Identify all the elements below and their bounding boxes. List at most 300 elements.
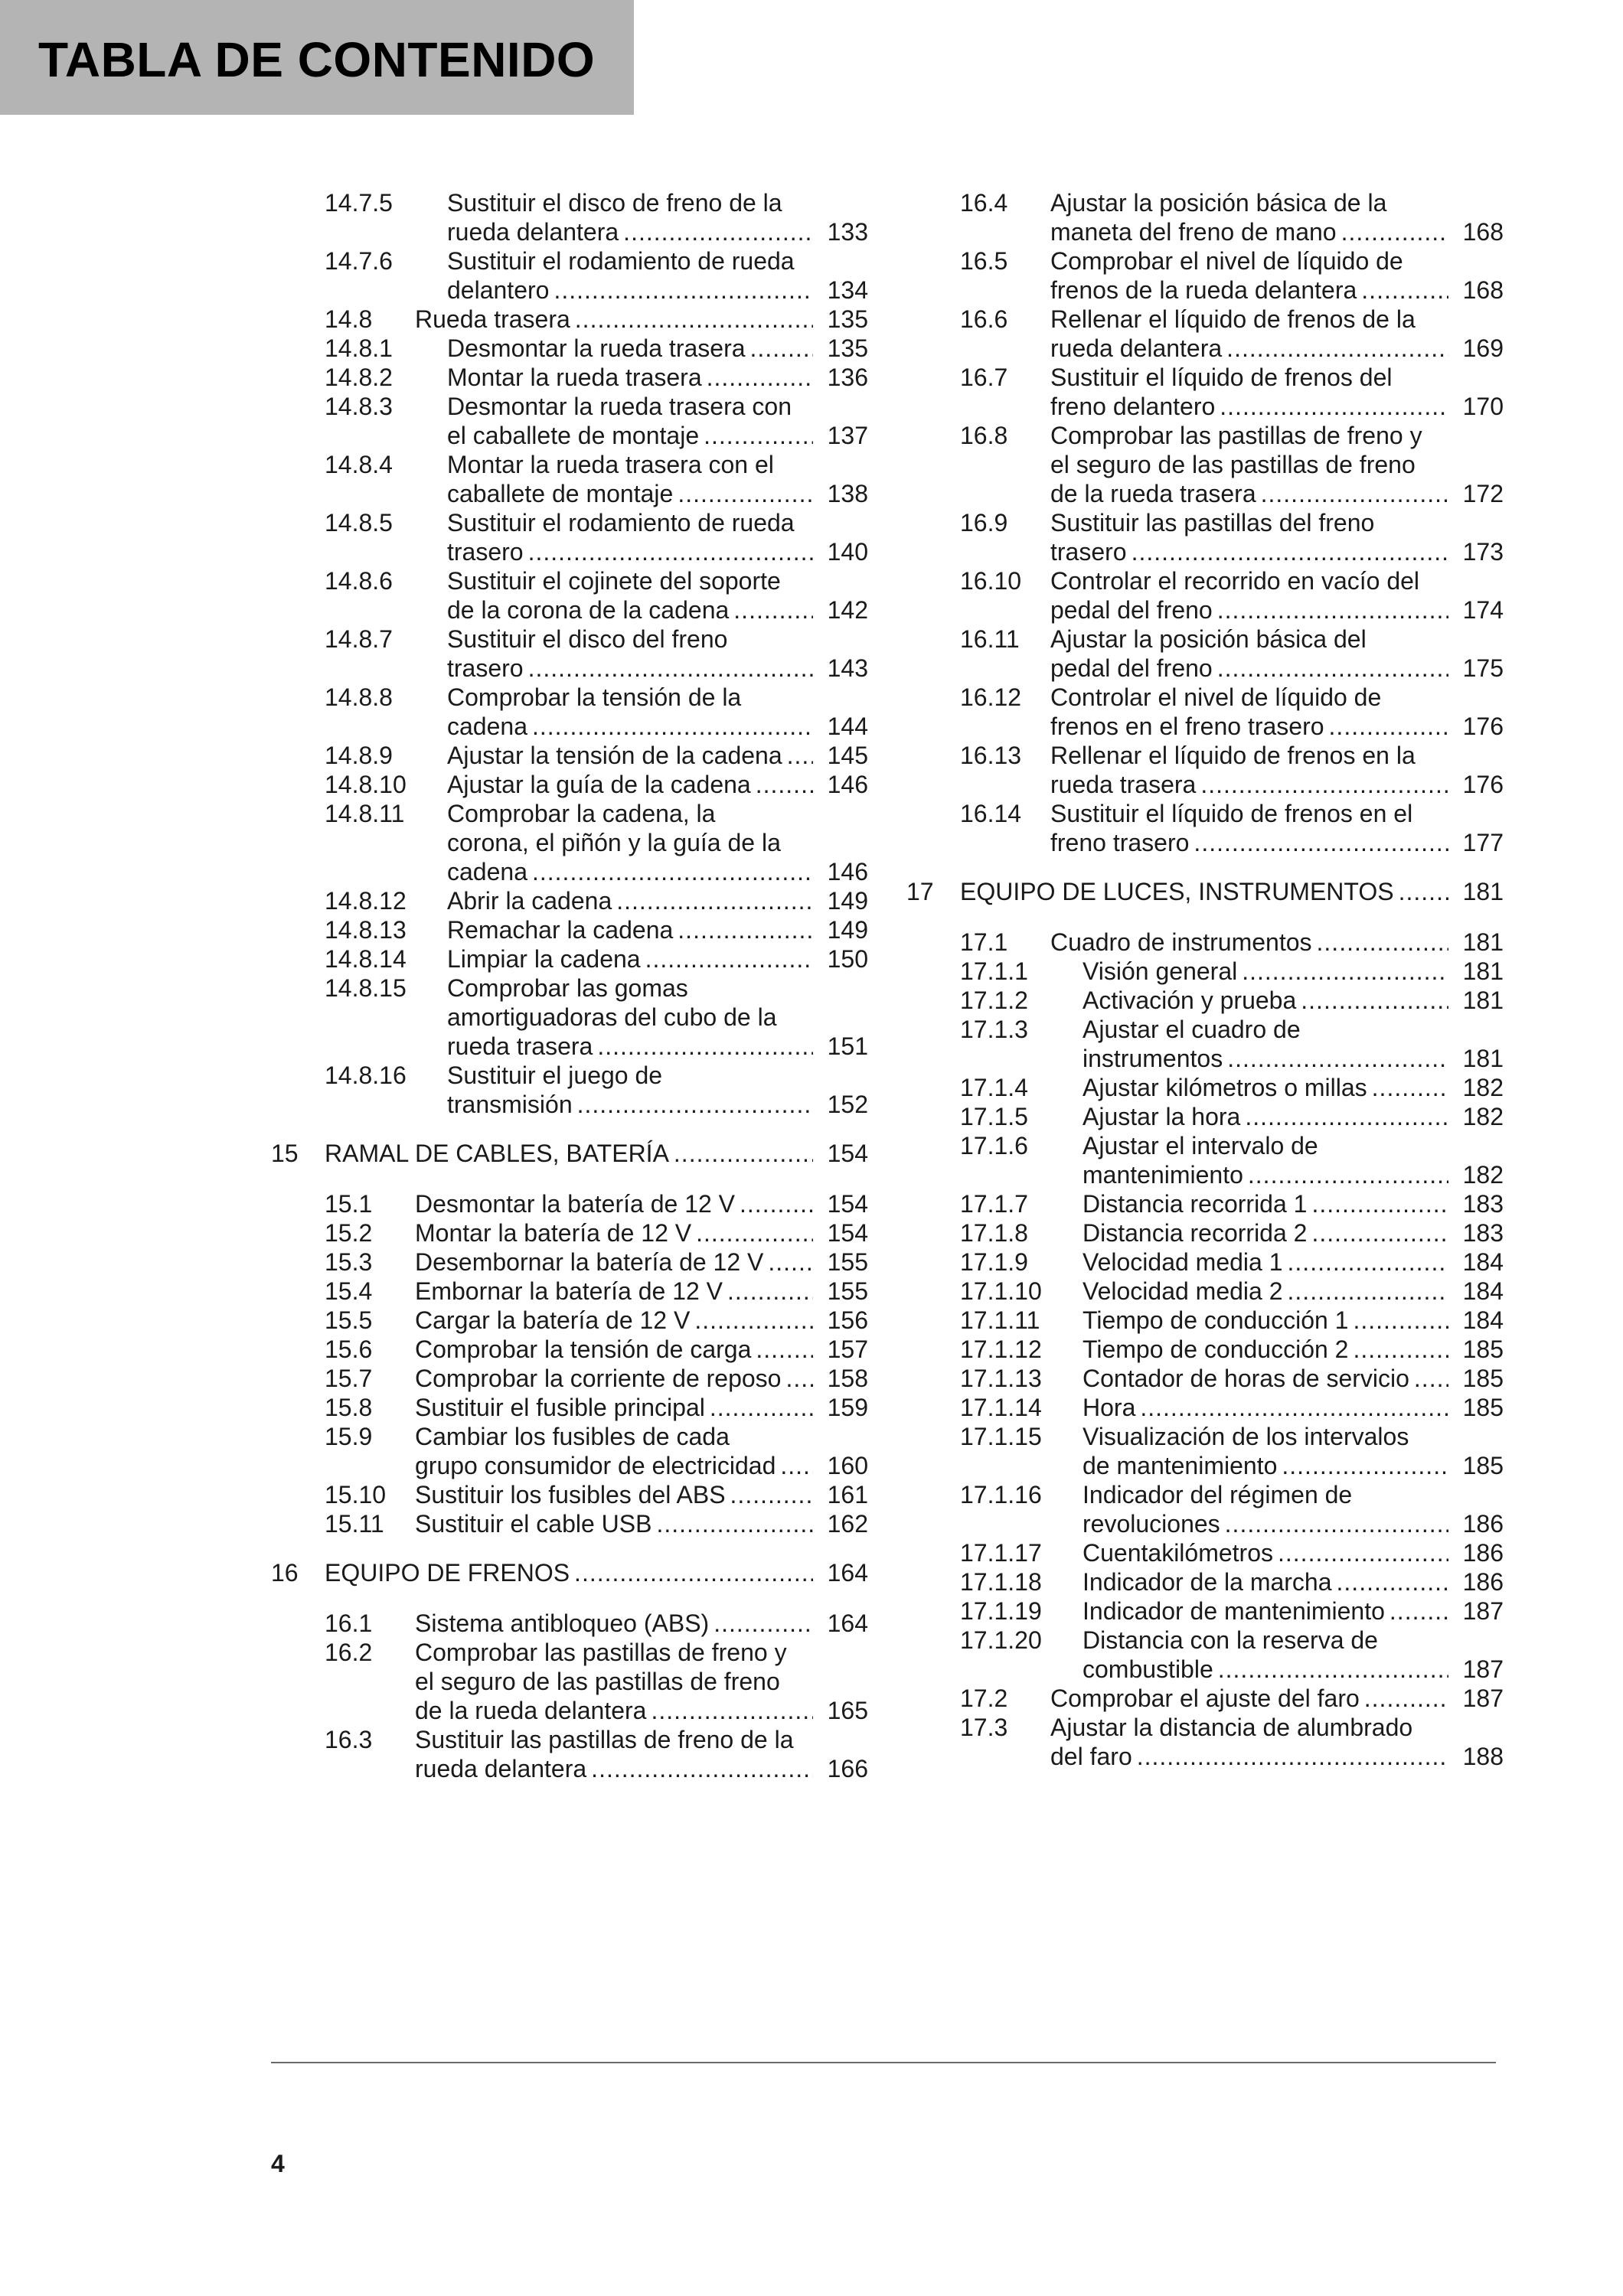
toc-entry-number: 17.1.16 <box>960 1481 1042 1508</box>
toc-entry[interactable] <box>906 1422 1504 1480</box>
dot-leader <box>1217 654 1448 683</box>
toc-entry-title: de la corona de la cadena <box>447 596 730 624</box>
toc-entry[interactable] <box>271 1139 868 1168</box>
toc-page-number: 176 <box>1462 713 1504 740</box>
toc-column-left <box>271 188 868 1783</box>
toc-entry-number: 15.8 <box>325 1394 373 1421</box>
toc-entry[interactable] <box>906 508 1504 566</box>
toc-page-number: 165 <box>827 1697 868 1724</box>
toc-page-number: 144 <box>827 713 868 740</box>
dot-leader <box>714 1609 813 1638</box>
dot-leader <box>1248 1160 1448 1189</box>
toc-entry-number: 16.10 <box>960 567 1022 595</box>
dot-leader <box>1353 1306 1448 1335</box>
toc-entry-number: 14.8.8 <box>325 683 393 711</box>
toc-page-number: 166 <box>827 1755 868 1782</box>
toc-entry-title: Embornar la batería de 12 V <box>415 1277 723 1305</box>
toc-page-number: 143 <box>827 654 868 682</box>
toc-page-number: 182 <box>1462 1103 1504 1130</box>
toc-entry-number: 14.8.16 <box>325 1062 407 1089</box>
toc-entry-title: Abrir la cadena <box>447 887 612 915</box>
toc-entry-number: 17.2 <box>960 1684 1008 1712</box>
dot-leader <box>1341 217 1448 246</box>
toc-entry-number: 15.2 <box>325 1219 373 1247</box>
dot-leader <box>1132 537 1448 566</box>
toc-entry-number: 15.1 <box>325 1190 373 1218</box>
toc-entry-title: Comprobar la tensión de carga <box>415 1336 752 1363</box>
toc-entry[interactable] <box>271 246 868 305</box>
toc-entry[interactable] <box>271 1558 868 1587</box>
toc-entry-number: 14.8.13 <box>325 916 407 944</box>
toc-entry-number: 16.2 <box>325 1639 373 1666</box>
toc-entry[interactable] <box>906 1131 1504 1189</box>
toc-entry[interactable] <box>271 334 868 363</box>
toc-entry-title: el seguro de las pastillas de freno <box>1050 451 1416 478</box>
toc-entry[interactable] <box>906 1393 1504 1422</box>
toc-entry-title: Sustituir las pastillas de freno de la <box>415 1726 794 1753</box>
toc-page-number: 182 <box>1462 1074 1504 1101</box>
dot-leader <box>1414 1364 1448 1393</box>
toc-entry-number: 14.8.2 <box>325 364 393 391</box>
toc-entry[interactable] <box>271 1393 868 1422</box>
dot-leader <box>656 1509 813 1538</box>
toc-entry-number: 17.1.14 <box>960 1394 1042 1421</box>
dot-leader <box>710 1393 813 1422</box>
toc-entry[interactable] <box>906 246 1504 305</box>
dot-leader <box>756 770 813 799</box>
toc-entry-title: el seguro de las pastillas de freno <box>415 1668 780 1695</box>
toc-entry-title: Ajustar la hora <box>1083 1103 1241 1130</box>
toc-entry-number: 16.11 <box>960 625 1020 653</box>
toc-entry-number: 16.9 <box>960 509 1008 536</box>
dot-leader <box>1217 595 1448 625</box>
toc-entry-number: 16.1 <box>325 1609 373 1637</box>
toc-entry-title: Rellenar el líquido de frenos en la <box>1050 742 1416 769</box>
toc-entry[interactable] <box>906 1073 1504 1102</box>
toc-page-number: 146 <box>827 858 868 885</box>
toc-entry[interactable] <box>906 188 1504 246</box>
toc-entry[interactable] <box>906 1015 1504 1073</box>
toc-entry-number: 15 <box>271 1140 299 1167</box>
dot-leader <box>1242 957 1448 986</box>
toc-entry[interactable] <box>906 683 1504 741</box>
dot-leader <box>780 1451 813 1480</box>
toc-entry[interactable] <box>906 1567 1504 1596</box>
toc-entry-title: Montar la rueda trasera con el <box>447 451 774 478</box>
toc-entry[interactable] <box>271 305 868 334</box>
toc-entry-number: 17.3 <box>960 1714 1008 1741</box>
toc-entry[interactable] <box>271 770 868 799</box>
toc-entry-title: Visión general <box>1083 957 1238 985</box>
toc-entry-title: el caballete de montaje <box>447 422 700 449</box>
toc-page-number: 183 <box>1462 1219 1504 1247</box>
toc-page-number: 133 <box>827 218 868 246</box>
dot-leader <box>1140 1393 1448 1422</box>
toc-page-number: 138 <box>827 480 868 507</box>
toc-entry-number: 16.6 <box>960 305 1008 333</box>
toc-entry[interactable] <box>271 1306 868 1335</box>
toc-entry[interactable] <box>906 1684 1504 1713</box>
toc-entry-title: combustible <box>1083 1655 1213 1683</box>
toc-entry-number: 17.1.17 <box>960 1539 1042 1567</box>
toc-entry[interactable] <box>271 1509 868 1538</box>
dot-leader <box>1317 928 1448 957</box>
toc-page-number: 145 <box>827 742 868 769</box>
toc-entry[interactable] <box>271 392 868 450</box>
toc-entry[interactable] <box>271 1609 868 1638</box>
toc-page-number: 172 <box>1462 480 1504 507</box>
toc-entry-title: rueda trasera <box>447 1032 593 1060</box>
toc-entry-number: 17.1.11 <box>960 1306 1040 1334</box>
toc-entry-title: Desmontar la rueda trasera <box>447 334 746 362</box>
toc-entry-number: 17.1.15 <box>960 1423 1042 1450</box>
toc-page-number: 186 <box>1462 1510 1504 1538</box>
toc-entry[interactable] <box>271 1247 868 1277</box>
toc-entry[interactable] <box>906 1277 1504 1306</box>
toc-page-number: 187 <box>1462 1655 1504 1683</box>
toc-page-number: 154 <box>827 1190 868 1218</box>
dot-leader <box>1399 877 1448 906</box>
toc-entry[interactable] <box>906 1626 1504 1684</box>
toc-entry[interactable] <box>906 1480 1504 1538</box>
toc-entry-number: 17.1.12 <box>960 1336 1042 1363</box>
footer-divider <box>271 2062 1496 2063</box>
toc-entry-title: Ajustar la distancia de alumbrado <box>1050 1714 1413 1741</box>
toc-page-number: 134 <box>827 276 868 304</box>
toc-entry-title: Limpiar la cadena <box>447 945 641 973</box>
toc-entry-title: Indicador del régimen de <box>1083 1481 1353 1508</box>
toc-entry-title: Desembornar la batería de 12 V <box>415 1248 764 1276</box>
dot-leader <box>1200 770 1448 799</box>
dot-leader <box>678 479 813 508</box>
toc-entry-title: Velocidad media 2 <box>1083 1277 1283 1305</box>
toc-entry-title: Visualización de los intervalos <box>1083 1423 1409 1450</box>
toc-entry[interactable] <box>271 1364 868 1393</box>
dot-leader <box>645 944 813 974</box>
toc-entry[interactable] <box>906 1538 1504 1567</box>
dot-leader <box>597 1032 813 1061</box>
toc-entry-number: 17.1.6 <box>960 1132 1028 1159</box>
toc-entry-title: Ajustar el intervalo de <box>1083 1132 1318 1159</box>
toc-entry-title: EQUIPO DE FRENOS <box>325 1559 570 1587</box>
toc-entry-number: 17.1.1 <box>960 957 1028 985</box>
toc-entry-number: 15.10 <box>325 1481 387 1508</box>
toc-entry-title: revoluciones <box>1083 1510 1220 1538</box>
toc-page-number: 150 <box>827 945 868 973</box>
toc-entry-title: Desmontar la batería de 12 V <box>415 1190 736 1218</box>
dot-leader <box>1225 1509 1448 1538</box>
toc-page-number: 168 <box>1462 218 1504 246</box>
dot-leader <box>750 334 813 363</box>
toc-entry-title: Ajustar la guía de la cadena <box>447 771 751 798</box>
toc-page-number: 158 <box>827 1365 868 1392</box>
dot-leader <box>768 1247 813 1277</box>
toc-page-number: 157 <box>827 1336 868 1363</box>
toc-entry-number: 17.1.7 <box>960 1190 1028 1218</box>
toc-page-number: 185 <box>1462 1394 1504 1421</box>
toc-entry-number: 17.1.4 <box>960 1074 1028 1101</box>
toc-entry-title: Indicador de mantenimiento <box>1083 1597 1385 1625</box>
toc-page-number: 173 <box>1462 538 1504 566</box>
toc-entry-number: 15.6 <box>325 1336 373 1363</box>
dot-leader <box>707 363 813 392</box>
toc-page-number: 149 <box>827 916 868 944</box>
toc-entry-title: Cuentakilómetros <box>1083 1539 1273 1567</box>
dot-leader <box>1372 1073 1448 1102</box>
toc-entry-title: RAMAL DE CABLES, BATERÍA <box>325 1140 669 1167</box>
toc-page-number: 175 <box>1462 654 1504 682</box>
dot-leader <box>787 741 813 770</box>
dot-leader <box>1226 334 1448 363</box>
toc-entry[interactable] <box>906 1596 1504 1626</box>
toc-entry-title: Hora <box>1083 1394 1136 1421</box>
toc-column-right <box>906 188 1504 1771</box>
toc-entry-number: 17 <box>906 878 934 905</box>
dot-leader <box>1194 828 1448 857</box>
toc-page-number: 156 <box>827 1306 868 1334</box>
dot-leader <box>1227 1044 1448 1073</box>
toc-entry-number: 17.1.9 <box>960 1248 1028 1276</box>
toc-entry-number: 16.13 <box>960 742 1022 769</box>
toc-entry[interactable] <box>271 566 868 625</box>
dot-leader <box>1353 1335 1448 1364</box>
dot-leader <box>727 1277 813 1306</box>
toc-page-number: 185 <box>1462 1365 1504 1392</box>
toc-page-number: 160 <box>827 1452 868 1479</box>
dot-leader <box>1288 1247 1448 1277</box>
toc-entry-title: Activación y prueba <box>1083 987 1297 1014</box>
toc-entry-title: trasero <box>447 538 524 566</box>
dot-leader <box>1311 1189 1448 1218</box>
toc-entry-title: corona, el piñón y la guía de la <box>447 829 781 856</box>
toc-entry-number: 14.7.5 <box>325 189 393 217</box>
dot-leader <box>1278 1538 1448 1567</box>
toc-page-number: 185 <box>1462 1452 1504 1479</box>
toc-entry-title: Distancia recorrida 1 <box>1083 1190 1308 1218</box>
toc-entry[interactable] <box>271 188 868 246</box>
dot-leader <box>756 1335 813 1364</box>
toc-entry-title: EQUIPO DE LUCES, INSTRUMENTOS <box>960 878 1394 905</box>
toc-entry[interactable] <box>271 508 868 566</box>
dot-leader <box>532 857 813 886</box>
toc-entry[interactable] <box>271 1061 868 1119</box>
toc-entry[interactable] <box>906 1189 1504 1218</box>
toc-entry-title: Comprobar el ajuste del faro <box>1050 1684 1360 1712</box>
toc-page-number: 181 <box>1462 928 1504 956</box>
dot-leader <box>733 595 813 625</box>
toc-entry-title: Indicador de la marcha <box>1083 1568 1332 1596</box>
toc-entry-title: Ajustar la posición básica de la <box>1050 189 1387 217</box>
toc-entry[interactable] <box>271 886 868 915</box>
toc-entry-title: Comprobar las pastillas de freno y <box>415 1639 787 1666</box>
toc-entry[interactable] <box>906 1102 1504 1131</box>
toc-entry-title: delantero <box>447 276 550 304</box>
toc-entry[interactable] <box>271 799 868 886</box>
dot-leader <box>528 654 813 683</box>
dot-leader <box>704 421 813 450</box>
toc-entry-title: Sustituir el fusible principal <box>415 1394 705 1421</box>
toc-entry[interactable] <box>271 450 868 508</box>
toc-entry-number: 14.8.9 <box>325 742 393 769</box>
toc-entry-title: pedal del freno <box>1050 596 1213 624</box>
toc-entry-title: Comprobar la cadena, la <box>447 800 716 827</box>
toc-entry-title: del faro <box>1050 1743 1132 1770</box>
toc-page-number: 154 <box>827 1219 868 1247</box>
toc-entry[interactable] <box>906 625 1504 683</box>
toc-entry[interactable] <box>271 1218 868 1247</box>
toc-entry[interactable] <box>271 915 868 944</box>
dot-leader <box>574 1558 813 1587</box>
toc-entry[interactable] <box>271 1638 868 1725</box>
dot-leader <box>1245 1102 1448 1131</box>
toc-entry[interactable] <box>906 363 1504 421</box>
toc-entry[interactable] <box>271 363 868 392</box>
toc-entry[interactable] <box>271 944 868 974</box>
toc-page-number: 136 <box>827 364 868 391</box>
dot-leader <box>694 1306 813 1335</box>
toc-entry-title: Sustituir el cable USB <box>415 1510 652 1538</box>
toc-entry-title: Ajustar la posición básica del <box>1050 625 1367 653</box>
toc-page-number: 170 <box>1462 393 1504 420</box>
dot-leader <box>1261 479 1448 508</box>
dot-leader <box>1220 392 1448 421</box>
toc-entry[interactable] <box>906 1218 1504 1247</box>
toc-entry-title: Comprobar la corriente de reposo <box>415 1365 782 1392</box>
toc-entry[interactable] <box>906 1364 1504 1393</box>
toc-entry-number: 14.8.4 <box>325 451 393 478</box>
toc-entry[interactable] <box>906 877 1504 906</box>
toc-page-number: 135 <box>827 305 868 333</box>
toc-page-number: 181 <box>1462 987 1504 1014</box>
toc-entry[interactable] <box>906 305 1504 363</box>
toc-entry-title: cadena <box>447 713 527 740</box>
toc-entry[interactable] <box>906 986 1504 1015</box>
toc-entry[interactable] <box>906 566 1504 625</box>
dot-leader <box>651 1696 813 1725</box>
toc-entry[interactable] <box>271 1189 868 1218</box>
toc-entry[interactable] <box>271 683 868 741</box>
toc-entry[interactable] <box>906 957 1504 986</box>
toc-entry-title: Contador de horas de servicio <box>1083 1365 1409 1392</box>
toc-entry[interactable] <box>906 421 1504 508</box>
toc-entry-title: Sustituir las pastillas del freno <box>1050 509 1375 536</box>
toc-entry-number: 14.8.3 <box>325 393 393 420</box>
toc-entry[interactable] <box>271 1480 868 1509</box>
dot-leader <box>696 1218 813 1247</box>
toc-entry-title: Sistema antibloqueo (ABS) <box>415 1609 710 1637</box>
dot-leader <box>1390 1596 1448 1626</box>
toc-entry-number: 17.1.2 <box>960 987 1028 1014</box>
toc-page-number: 186 <box>1462 1539 1504 1567</box>
dot-leader <box>674 1139 813 1168</box>
dot-leader <box>1218 1655 1448 1684</box>
dot-leader <box>740 1189 813 1218</box>
dot-leader <box>1329 712 1448 741</box>
toc-entry-number: 16.8 <box>960 422 1008 449</box>
toc-entry-title: Comprobar el nivel de líquido de <box>1050 247 1403 275</box>
toc-page-number: 185 <box>1462 1336 1504 1363</box>
toc-page-number: 140 <box>827 538 868 566</box>
toc-entry-title: Remachar la cadena <box>447 916 674 944</box>
dot-leader <box>1337 1567 1448 1596</box>
toc-entry[interactable] <box>906 928 1504 957</box>
toc-page-number: 174 <box>1462 596 1504 624</box>
toc-entry-title: Rueda trasera <box>415 305 570 333</box>
toc-entry-title: frenos en el freno trasero <box>1050 713 1324 740</box>
toc-entry[interactable] <box>271 974 868 1061</box>
toc-entry-title: Sustituir el rodamiento de rueda <box>447 509 795 536</box>
toc-entry-number: 16.3 <box>325 1726 373 1753</box>
toc-entry[interactable] <box>906 1713 1504 1771</box>
toc-page-number: 154 <box>827 1140 868 1167</box>
toc-page-number: 182 <box>1462 1161 1504 1189</box>
toc-entry-title: Cargar la batería de 12 V <box>415 1306 691 1334</box>
toc-entry[interactable] <box>906 1247 1504 1277</box>
toc-page-number: 155 <box>827 1248 868 1276</box>
toc-entry[interactable] <box>906 741 1504 799</box>
toc-entry-title: Sustituir el líquido de frenos del <box>1050 364 1393 391</box>
toc-entry-number: 16.7 <box>960 364 1008 391</box>
toc-entry-number: 14.8.14 <box>325 945 407 973</box>
toc-entry[interactable] <box>271 1277 868 1306</box>
toc-entry-number: 16.14 <box>960 800 1022 827</box>
toc-entry-number: 14.8.10 <box>325 771 407 798</box>
page-title: TABLA DE CONTENIDO <box>38 32 596 87</box>
toc-entry-number: 16.5 <box>960 247 1008 275</box>
toc-page-number: 151 <box>827 1032 868 1060</box>
dot-leader <box>591 1754 813 1783</box>
toc-entry-title: Montar la rueda trasera <box>447 364 702 391</box>
toc-entry-title: Rellenar el líquido de frenos de la <box>1050 305 1416 333</box>
toc-entry[interactable] <box>906 799 1504 857</box>
toc-entry-title: Ajustar el cuadro de <box>1083 1016 1301 1043</box>
page-number: 4 <box>271 2150 285 2177</box>
toc-page-number: 159 <box>827 1394 868 1421</box>
toc-entry[interactable] <box>271 741 868 770</box>
dot-leader <box>623 217 813 246</box>
toc-page-number: 183 <box>1462 1190 1504 1218</box>
toc-entry-title: trasero <box>1050 538 1127 566</box>
dot-leader <box>1282 1451 1448 1480</box>
toc-page-number: 142 <box>827 596 868 624</box>
dot-leader <box>532 712 813 741</box>
toc-entry[interactable] <box>906 1335 1504 1364</box>
toc-entry-number: 14.8.5 <box>325 509 393 536</box>
toc-page-number: 164 <box>827 1559 868 1587</box>
toc-entry-number: 14.8.6 <box>325 567 393 595</box>
toc-entry-title: de la rueda delantera <box>415 1697 647 1724</box>
toc-entry-number: 17.1.5 <box>960 1103 1028 1130</box>
dot-leader <box>1361 276 1448 305</box>
toc-entry-title: Sustituir el líquido de frenos en el <box>1050 800 1413 827</box>
toc-entry-number: 15.5 <box>325 1306 373 1334</box>
toc-entry-number: 16.12 <box>960 683 1022 711</box>
toc-entry-number: 17.1.13 <box>960 1365 1042 1392</box>
toc-entry-title: rueda delantera <box>415 1755 587 1782</box>
toc-page-number: 184 <box>1462 1277 1504 1305</box>
toc-entry-title: de la rueda trasera <box>1050 480 1256 507</box>
toc-page-number: 184 <box>1462 1248 1504 1276</box>
toc-page-number: 187 <box>1462 1597 1504 1625</box>
toc-entry[interactable] <box>271 1422 868 1480</box>
toc-page-number: 181 <box>1462 878 1504 905</box>
toc-entry[interactable] <box>906 1306 1504 1335</box>
toc-entry[interactable] <box>271 1725 868 1783</box>
toc-page-number: 168 <box>1462 276 1504 304</box>
toc-entry-title: instrumentos <box>1083 1045 1223 1072</box>
toc-entry[interactable] <box>271 625 868 683</box>
toc-entry[interactable] <box>271 1335 868 1364</box>
